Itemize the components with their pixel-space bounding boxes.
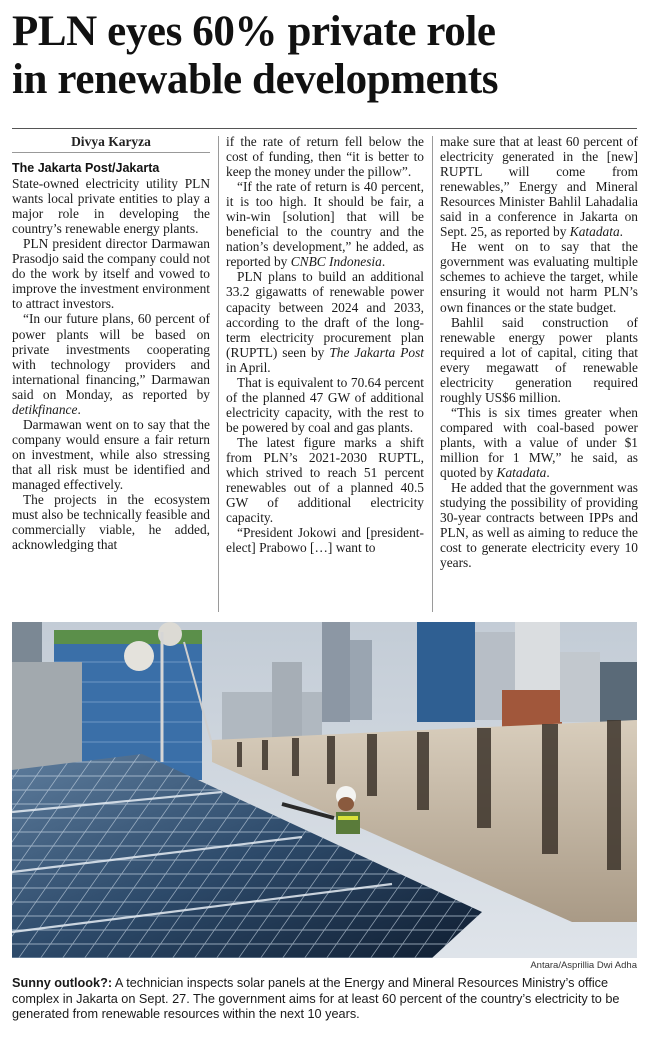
paragraph-text: in April. <box>226 359 271 375</box>
paragraph-text: “If the rate of return is 40 percent, it is too high. It should be fair, a win-win [solution] that will be beneficial to the country and the nation’s development,” he added, as reported by <box>226 179 424 270</box>
paragraph: “If the rate of return is 40 percent, it is too high. It should be fair, a win-win [solution] that will be beneficial to the country and the nation’s development,” he added, as reported by CNBC Indonesia. <box>226 179 424 270</box>
dateline: The Jakarta Post/Jakarta <box>12 161 160 176</box>
headline-rule <box>12 128 637 129</box>
paragraph-text: “In our future plans, 60 percent of power plants will be based on private investments cooperating with technology providers and international financing,” Darmawan said on Monday, as reported by <box>12 311 210 402</box>
headline-line-1: PLN eyes 60% private role <box>12 8 496 55</box>
paragraph: The projects in the ecosystem must also be technically feasible and commercially viable, he added, acknowledging that <box>12 492 210 553</box>
byline: Divya Karyza <box>12 134 210 153</box>
paragraph: “This is six times greater when compared with coal-based power plants, with a value of under $1 million for 1 MW,” he said, as quoted by Katadata. <box>440 404 638 481</box>
paragraph: The latest figure marks a shift from PLN’s 2021-2030 RUPTL, which strived to reach 51 percent renewables out of a planned 40.5 GW of additional electricity capacity. <box>226 434 424 526</box>
article-column-3 <box>440 134 638 570</box>
caption-lead: Sunny outlook?: <box>12 976 113 990</box>
article-column-2 <box>226 134 424 555</box>
headline-line-2: in renewable developments <box>12 56 499 103</box>
paragraph-text: “This is six times greater when compared with coal-based power plants, with a value of under $1 million for 1 MW,” he said, as quoted by <box>440 404 638 481</box>
column-divider <box>218 136 219 612</box>
paragraph: “President Jokowi and [president-elect] Prabowo […] want to <box>226 525 424 556</box>
paragraph <box>226 269 424 374</box>
caption-text: A technician inspects solar panels at the Energy and Mineral Resources Ministry’s office complex in Jakarta on Sept. 27. The government aims for at least 60 percent of the country’s electricity to be generated from renewable resources within the next 10 years. <box>12 976 620 1021</box>
column-divider <box>432 136 433 612</box>
paragraph: That is equivalent to 70.64 percent of the planned 47 GW of additional electricity capacity, with the rest to be powered by coal and gas plants. <box>226 374 424 435</box>
source-name: Katadata <box>569 224 620 240</box>
article-column-1 <box>12 134 210 552</box>
photo-credit: Antara/Asprillia Dwi Adha <box>530 960 637 971</box>
paragraph: PLN president director Darmawan Prasodjo said the company could not do the work by itself and vowed to improve the investment environment to attract investors. <box>12 236 210 312</box>
paragraph: Bahlil said construction of renewable energy power plants required a lot of capital, citing that every megawatt of renewable electricity generation required roughly US$6 million. <box>440 314 638 405</box>
paragraph: “In our future plans, 60 percent of power plants will be based on private investments cooperating with technology providers and international financing,” Darmawan said on Monday, as reported by detikfinance. <box>12 311 210 417</box>
paragraph-text: PLN plans to build an additional 33.2 gigawatts of renewable power capacity between 2024 and 2033, according to the draft of the long-term electricity procurement plan (RUPTL) seen by <box>226 269 424 360</box>
paragraph: if the rate of return fell below the cost of funding, then “it is better to keep the money under the pillow”. <box>226 134 424 180</box>
source-name: detikfinance <box>12 401 78 417</box>
source-name: Katadata <box>496 465 547 481</box>
headline <box>12 8 637 104</box>
source-name: The Jakarta Post <box>329 344 424 360</box>
photo-illustration <box>12 622 637 958</box>
paragraph: Darmawan went on to say that the company would ensure a fair return on investment, while also stressing that all risk must be identified and managed effectively. <box>12 416 210 492</box>
solar-panel-photo <box>12 622 637 958</box>
paragraph: He went on to say that the government was evaluating multiple schemes to achieve the target, while ensuring it would not harm PLN’s own finances or the state budget. <box>440 239 638 315</box>
paragraph: State-owned electricity utility PLN wants local private entities to play a major role in developing the country’s renewable energy plants. <box>12 176 210 237</box>
source-name: CNBC Indonesia <box>290 254 382 270</box>
paragraph-text: make sure that at least 60 percent of electricity generated in the [new] RUPTL will come from renewables,” Energy and Mineral Resources Minister Bahlil Lahadalia said in a conference in Jakarta on Sept. 25, as reported by <box>440 134 638 240</box>
photo-caption <box>12 976 637 1023</box>
paragraph: He added that the government was studying the possibility of providing 30-year contracts between IPPs and PLN, as well as aiming to reduce the cost to generate electricity every 10 years. <box>440 480 638 571</box>
paragraph: make sure that at least 60 percent of electricity generated in the [new] RUPTL will come from renewables,” Energy and Mineral Resources Minister Bahlil Lahadalia said in a conference in Jakarta on Sept. 25, as reported by Katadata. <box>440 134 638 240</box>
